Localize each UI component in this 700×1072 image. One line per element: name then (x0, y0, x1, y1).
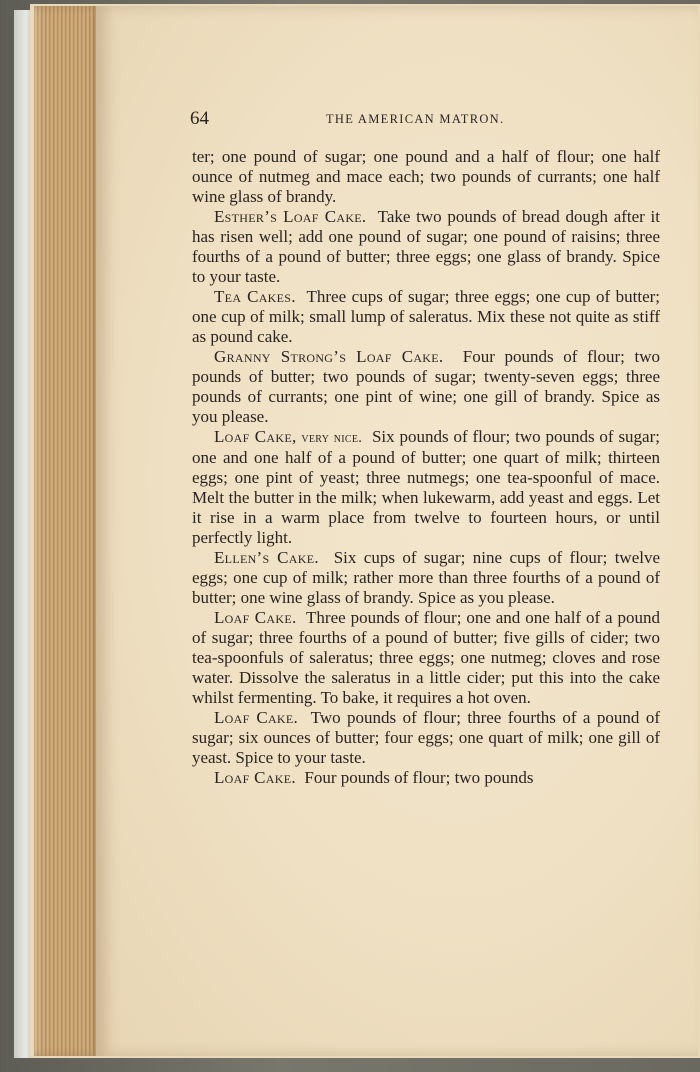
recipe-paragraph (192, 287, 660, 347)
recipe-body: Three pounds of flour; one and one half of a pound of sugar; three fourths of a pound of butter; five gills of cider; two tea-spoonfuls of saleratus; three eggs; one nutmeg; cloves and rose water. Dissolve the saleratus in a little cider; put this into the cake whilst fermenting. To bake, it requires a hot oven. (192, 608, 660, 707)
recipe-body: Take two pounds of bread dough after it has risen well; add one pound of sugar; one pound of raisins; three fourths of a pound of butter; three eggs; one glass of brandy. Spice to your taste. (192, 207, 660, 286)
recipe-paragraph (192, 347, 660, 427)
recipe-paragraph (192, 207, 660, 287)
page-edges (34, 6, 102, 1056)
recipe-paragraph (192, 427, 660, 548)
recipe-title: Esther’s Loaf Cake. (214, 207, 367, 226)
recipe-title: Loaf Cake. (214, 708, 299, 727)
recipe-body: Four pounds of flour; two pounds (304, 768, 534, 787)
recipe-title: Loaf Cake, (214, 427, 297, 446)
recipe-body: Six pounds of flour; two pounds of sugar; one and one half of a pound of butter; one quart of milk; thirteen eggs; one pint of yeast; three nutmegs; one tea-spoonful of mace. Melt the butter in the milk; when lukewarm, add yeast and eggs. Let it rise in a warm place from twelve to fourteen hours, or until perfectly light. (192, 427, 660, 547)
recipe-body: Three cups of sugar; three eggs; one cup of butter; one cup of milk; small lump of saleratus. Mix these not quite as stiff as pound cake. (192, 287, 660, 346)
recipe-body: Six cups of sugar; nine cups of flour; twelve eggs; one cup of milk; rather more than three fourths of a pound of butter; one wine glass of brandy. Spice as you please. (192, 548, 661, 607)
recipe-title: Loaf Cake. (214, 768, 296, 787)
recipe-paragraph (192, 147, 660, 207)
recipe-paragraph (192, 708, 660, 768)
recipe-body: Two pounds of flour; three fourths of a pound of sugar; six ounces of butter; four eggs; one quart of milk; one gill of yeast. Spice to your taste. (192, 708, 660, 767)
recipe-paragraph (192, 548, 660, 608)
body-text (192, 147, 660, 788)
recipe-title: Loaf Cake. (214, 608, 297, 627)
recipe-title: Granny Strong’s Loaf Cake. (214, 347, 444, 366)
recipe-subtitle: very nice. (301, 430, 363, 446)
page-number: 64 (190, 108, 209, 129)
page-header (190, 108, 660, 132)
recipe-paragraph (192, 768, 660, 788)
recipe-paragraph (192, 608, 660, 708)
recipe-body: Four pounds of flour; two pounds of butter; two pounds of sugar; twenty-seven eggs; three pounds of currants; one pint of wine; one gill of brandy. Spice as you please. (192, 347, 660, 426)
recipe-body: ter; one pound of sugar; one pound and a half of flour; one half ounce of nutmeg and mace each; two pounds of currants; one half wine glass of brandy. (192, 147, 660, 206)
recipe-title: Tea Cakes. (214, 287, 296, 306)
running-head: THE AMERICAN MATRON. (326, 112, 505, 126)
recipe-title: Ellen’s Cake. (214, 548, 319, 567)
